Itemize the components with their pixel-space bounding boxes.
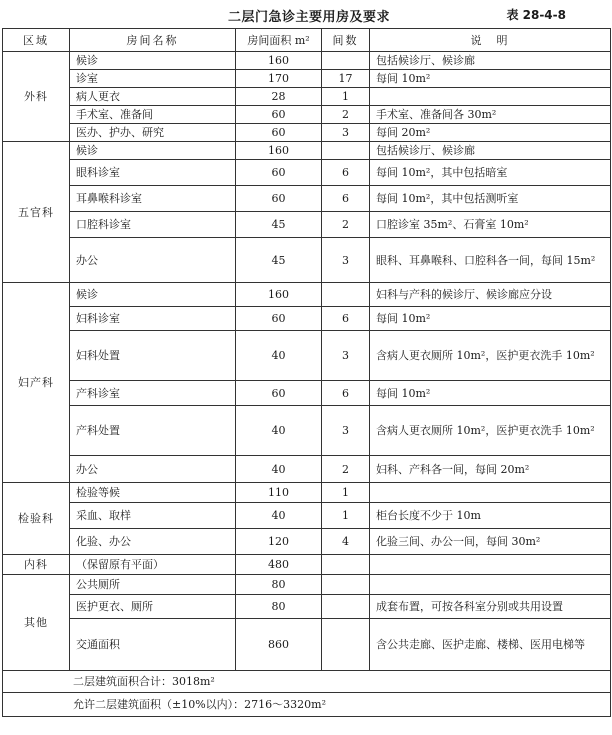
table-row [3, 381, 611, 406]
note-cell: 包括候诊厅、候诊廊 [370, 142, 611, 160]
count-cell: 6 [322, 307, 370, 331]
count-cell: 1 [322, 483, 370, 503]
size-cell: 28 [236, 88, 322, 106]
note-cell: 眼科、耳鼻喉科、口腔科各一间，每间 15m² [370, 238, 611, 283]
room-cell: 产科处置 [70, 406, 236, 456]
table-row [3, 212, 611, 238]
size-cell: 160 [236, 283, 322, 307]
room-cell: 化验、办公 [70, 529, 236, 555]
count-cell: 3 [322, 406, 370, 456]
count-cell: 2 [322, 212, 370, 238]
count-cell: 2 [322, 456, 370, 483]
room-cell: 医办、护办、研究 [70, 124, 236, 142]
area-other: 其他 [3, 575, 70, 671]
size-cell: 480 [236, 555, 322, 575]
note-cell: 含病人更衣厕所 10m²，医护更衣洗手 10m² [370, 406, 611, 456]
note-cell: 每间 10m²，其中包括暗室 [370, 160, 611, 186]
room-cell: 诊室 [70, 70, 236, 88]
table-row [3, 52, 611, 70]
room-cell: （保留原有平面） [70, 555, 236, 575]
area-facial: 五官科 [3, 142, 70, 283]
total-row [3, 671, 611, 693]
room-cell: 办公 [70, 456, 236, 483]
size-cell: 45 [236, 212, 322, 238]
table-row [3, 70, 611, 88]
table-row [3, 483, 611, 503]
room-cell: 候诊 [70, 142, 236, 160]
note-cell [370, 575, 611, 595]
count-cell: 17 [322, 70, 370, 88]
table-row [3, 331, 611, 381]
table-row [3, 186, 611, 212]
note-cell: 化验三间、办公一间，每间 30m² [370, 529, 611, 555]
room-cell: 检验等候 [70, 483, 236, 503]
table-row [3, 283, 611, 307]
note-cell: 含病人更衣厕所 10m²，医护更衣洗手 10m² [370, 331, 611, 381]
table-row [3, 575, 611, 595]
note-cell: 成套布置，可按各科室分别或共用设置 [370, 595, 611, 619]
table-title: 二层门急诊主要用房及要求 [228, 10, 391, 25]
header-size: 房间面积 m² [236, 29, 322, 52]
table-row [3, 106, 611, 124]
area-surgery: 外科 [3, 52, 70, 142]
size-cell: 40 [236, 331, 322, 381]
size-cell: 80 [236, 575, 322, 595]
room-cell: 产科诊室 [70, 381, 236, 406]
note-cell: 每间 20m² [370, 124, 611, 142]
table-row [3, 406, 611, 456]
room-cell: 口腔科诊室 [70, 212, 236, 238]
note-cell [370, 483, 611, 503]
count-cell: 3 [322, 238, 370, 283]
table-header-bar [0, 6, 612, 26]
note-cell: 柜台长度不少于 10m [370, 503, 611, 529]
note-cell: 妇科与产科的候诊厅、候诊廊应分设 [370, 283, 611, 307]
note-cell [370, 88, 611, 106]
room-cell: 公共厕所 [70, 575, 236, 595]
size-cell: 60 [236, 307, 322, 331]
allowed-row [3, 693, 611, 717]
note-cell: 每间 10m² [370, 381, 611, 406]
note-cell: 每间 10m²，其中包括测听室 [370, 186, 611, 212]
count-cell [322, 283, 370, 307]
count-cell: 6 [322, 186, 370, 212]
count-cell [322, 52, 370, 70]
table-row [3, 124, 611, 142]
room-cell: 交通面积 [70, 619, 236, 671]
table-row [3, 88, 611, 106]
header-row [3, 29, 611, 52]
size-cell: 60 [236, 124, 322, 142]
size-cell: 45 [236, 238, 322, 283]
table-row [3, 595, 611, 619]
room-cell: 妇科诊室 [70, 307, 236, 331]
size-cell: 60 [236, 106, 322, 124]
size-cell: 40 [236, 456, 322, 483]
size-cell: 60 [236, 160, 322, 186]
area-gynecology: 妇产科 [3, 283, 70, 483]
size-cell: 60 [236, 186, 322, 212]
room-cell: 办公 [70, 238, 236, 283]
room-cell: 候诊 [70, 283, 236, 307]
note-cell: 包括候诊厅、候诊廊 [370, 52, 611, 70]
count-cell: 6 [322, 160, 370, 186]
size-cell: 160 [236, 142, 322, 160]
count-cell [322, 142, 370, 160]
size-cell: 170 [236, 70, 322, 88]
count-cell [322, 555, 370, 575]
note-cell: 口腔诊室 35m²、石膏室 10m² [370, 212, 611, 238]
table-row [3, 529, 611, 555]
header-room: 房间名称 [70, 29, 236, 52]
note-cell: 妇科、产科各一间，每间 20m² [370, 456, 611, 483]
header-count: 间数 [322, 29, 370, 52]
note-cell [370, 555, 611, 575]
note-cell: 手术室、准备间各 30m² [370, 106, 611, 124]
size-cell: 80 [236, 595, 322, 619]
count-cell [322, 619, 370, 671]
room-cell: 眼科诊室 [70, 160, 236, 186]
table-row [3, 160, 611, 186]
size-cell: 160 [236, 52, 322, 70]
header-note: 说 明 [370, 29, 611, 52]
table-row [3, 307, 611, 331]
count-cell: 1 [322, 503, 370, 529]
count-cell: 3 [322, 331, 370, 381]
room-cell: 候诊 [70, 52, 236, 70]
room-cell: 耳鼻喉科诊室 [70, 186, 236, 212]
size-cell: 40 [236, 503, 322, 529]
area-laboratory: 检验科 [3, 483, 70, 555]
table-row [3, 619, 611, 671]
table-row [3, 456, 611, 483]
note-cell: 每间 10m² [370, 307, 611, 331]
count-cell: 4 [322, 529, 370, 555]
room-cell: 手术室、准备间 [70, 106, 236, 124]
count-cell: 1 [322, 88, 370, 106]
table-row [3, 555, 611, 575]
room-cell: 医护更衣、厕所 [70, 595, 236, 619]
count-cell: 3 [322, 124, 370, 142]
table-row [3, 238, 611, 283]
table-row [3, 503, 611, 529]
room-requirements-table [2, 28, 611, 717]
table-row [3, 142, 611, 160]
count-cell: 6 [322, 381, 370, 406]
size-cell: 40 [236, 406, 322, 456]
allowed-area-text: 允许二层建筑面积（±10%以内）：2716～3320m² [3, 693, 611, 717]
size-cell: 60 [236, 381, 322, 406]
size-cell: 860 [236, 619, 322, 671]
note-cell: 含公共走廊、医护走廊、楼梯、医用电梯等 [370, 619, 611, 671]
note-cell: 每间 10m² [370, 70, 611, 88]
header-area: 区域 [3, 29, 70, 52]
count-cell [322, 575, 370, 595]
count-cell: 2 [322, 106, 370, 124]
size-cell: 110 [236, 483, 322, 503]
room-cell: 妇科处置 [70, 331, 236, 381]
count-cell [322, 595, 370, 619]
size-cell: 120 [236, 529, 322, 555]
total-area-text: 二层建筑面积合计：3018m² [3, 671, 611, 693]
room-cell: 采血、取样 [70, 503, 236, 529]
table-number: 表 28-4-8 [506, 8, 566, 22]
room-cell: 病人更衣 [70, 88, 236, 106]
area-internal: 内科 [3, 555, 70, 575]
